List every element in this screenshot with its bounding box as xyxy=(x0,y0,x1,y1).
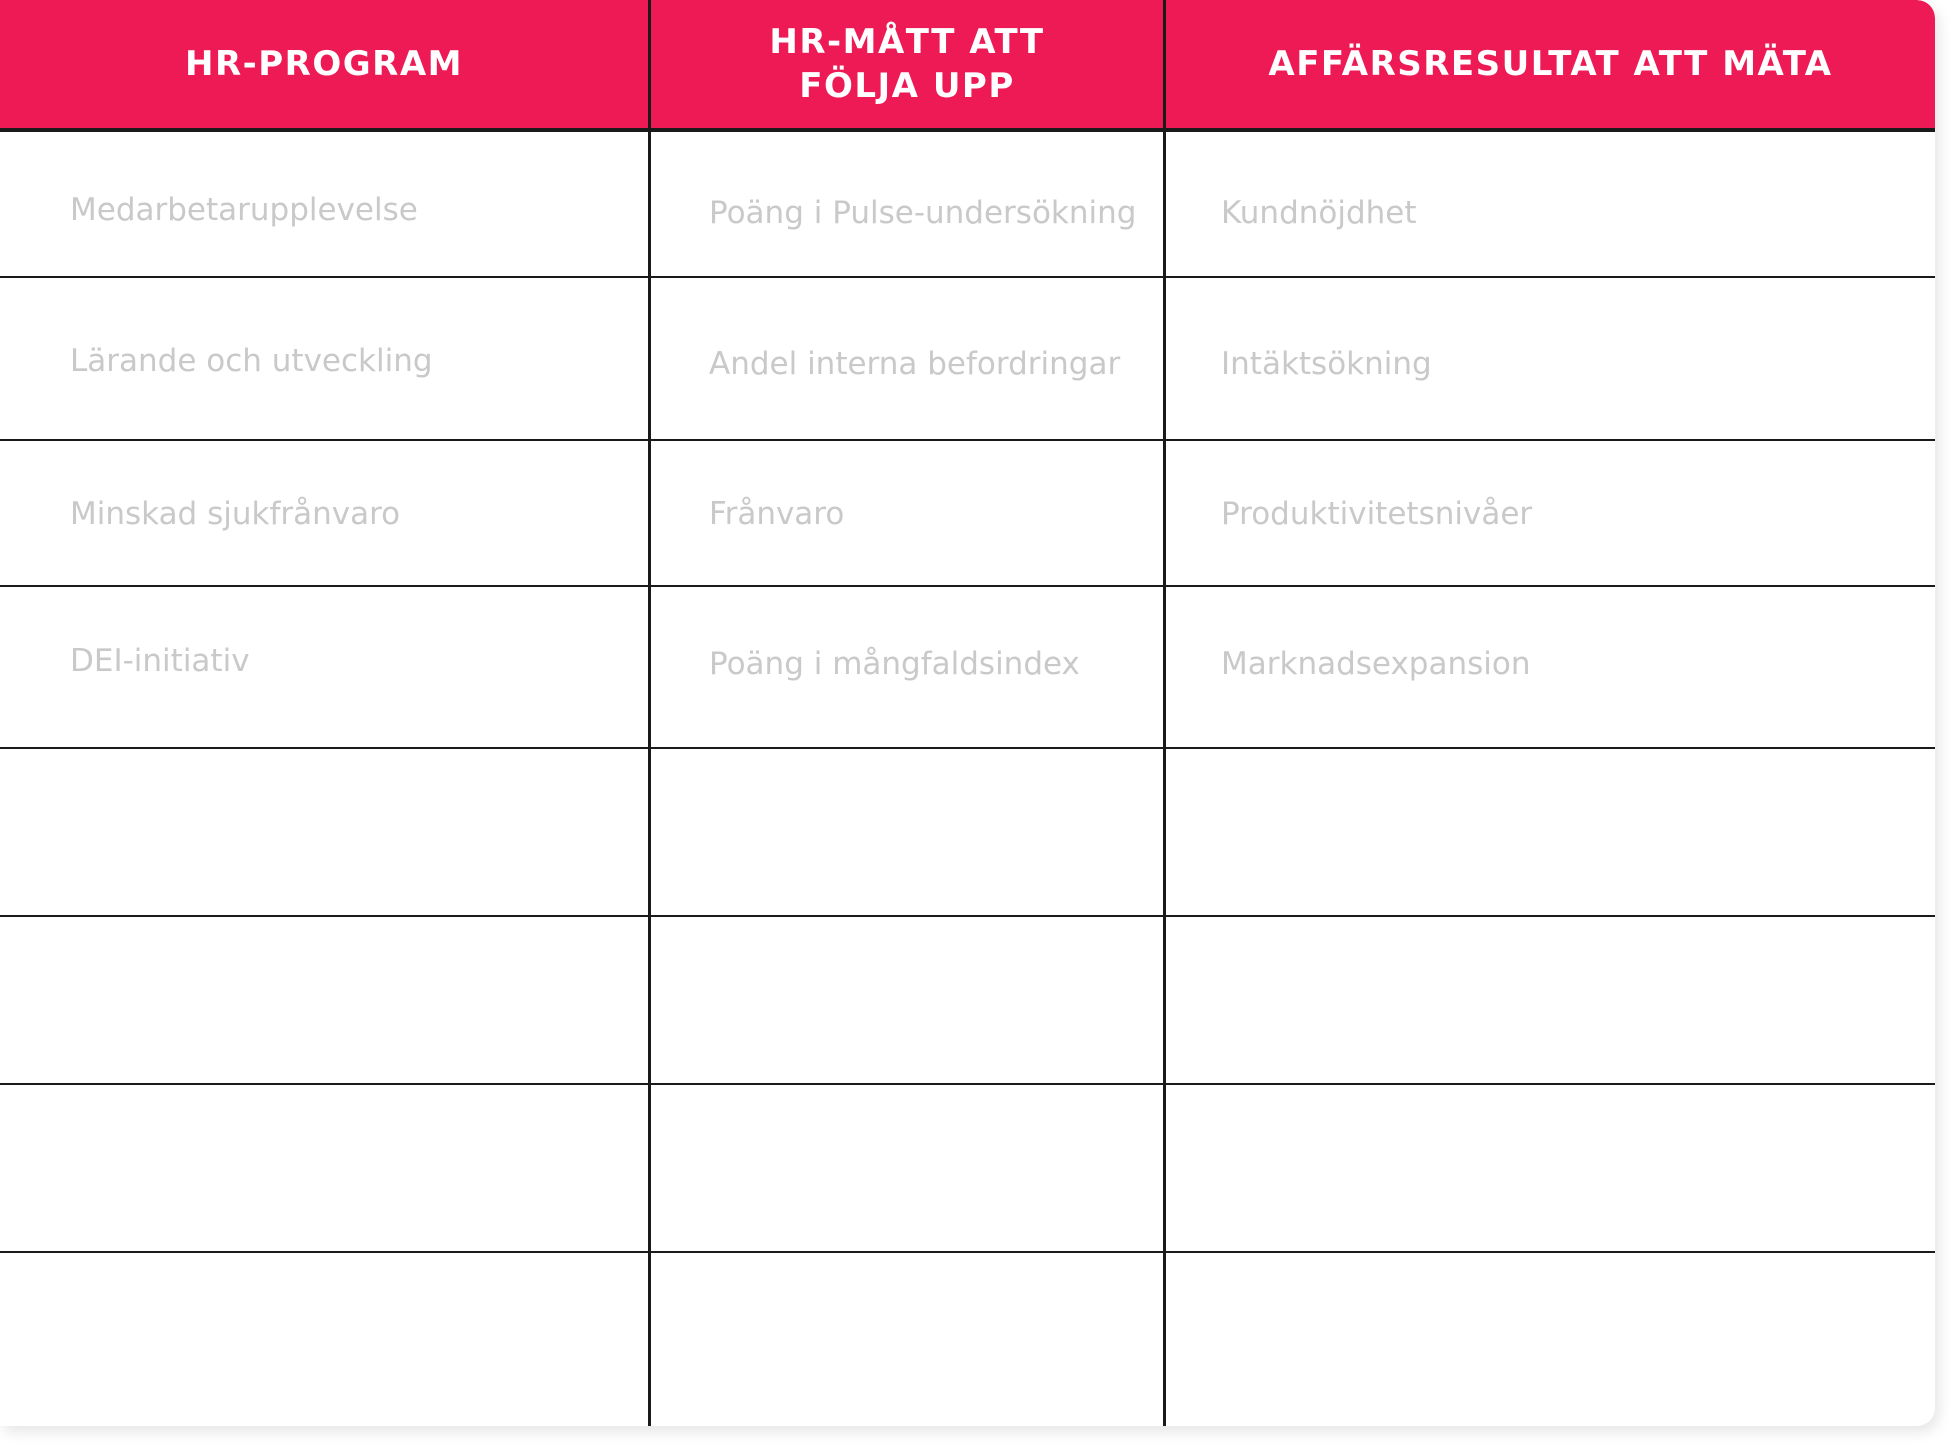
table-cell-business-result[interactable]: Intäktsökning xyxy=(1221,346,1432,382)
table-cell-hr-metric[interactable]: Poäng i Pulse-undersökning xyxy=(709,195,1137,231)
column-header-hr-program: HR-PROGRAM xyxy=(185,44,463,84)
table-cell-business-result[interactable]: Marknadsexpansion xyxy=(1221,646,1531,682)
table-cell-hr-metric[interactable]: Poäng i mångfaldsindex xyxy=(709,646,1080,682)
table-cell-business-result[interactable]: Kundnöjdhet xyxy=(1221,195,1417,231)
column-divider xyxy=(1163,0,1166,1426)
row-divider xyxy=(0,747,1935,749)
column-divider xyxy=(648,0,651,1426)
row-divider xyxy=(0,439,1935,441)
table-cell-program[interactable]: Lärande och utveckling xyxy=(70,343,433,379)
row-divider xyxy=(0,915,1935,917)
table-cell-program[interactable]: DEI-initiativ xyxy=(70,643,250,679)
row-divider xyxy=(0,276,1935,278)
column-header-business-results: AFFÄRSRESULTAT ATT MÄTA xyxy=(1268,44,1833,84)
table-cell-program[interactable]: Minskad sjukfrånvaro xyxy=(70,496,401,532)
table-cell-business-result[interactable]: Produktivitetsnivåer xyxy=(1221,496,1533,532)
row-divider xyxy=(0,1251,1935,1253)
table-header xyxy=(0,0,1935,132)
row-divider xyxy=(0,1083,1935,1085)
table-cell-program[interactable]: Medarbetarupplevelse xyxy=(70,192,418,228)
table-cell-hr-metric[interactable]: Frånvaro xyxy=(709,496,845,532)
column-header-hr-metrics xyxy=(651,0,1163,128)
row-divider xyxy=(0,585,1935,587)
column-header-hr-metrics-label: HR-MÅTT ATT FÖLJA UPP xyxy=(769,22,1045,106)
table-cell-hr-metric[interactable]: Andel interna befordringar xyxy=(709,346,1121,382)
